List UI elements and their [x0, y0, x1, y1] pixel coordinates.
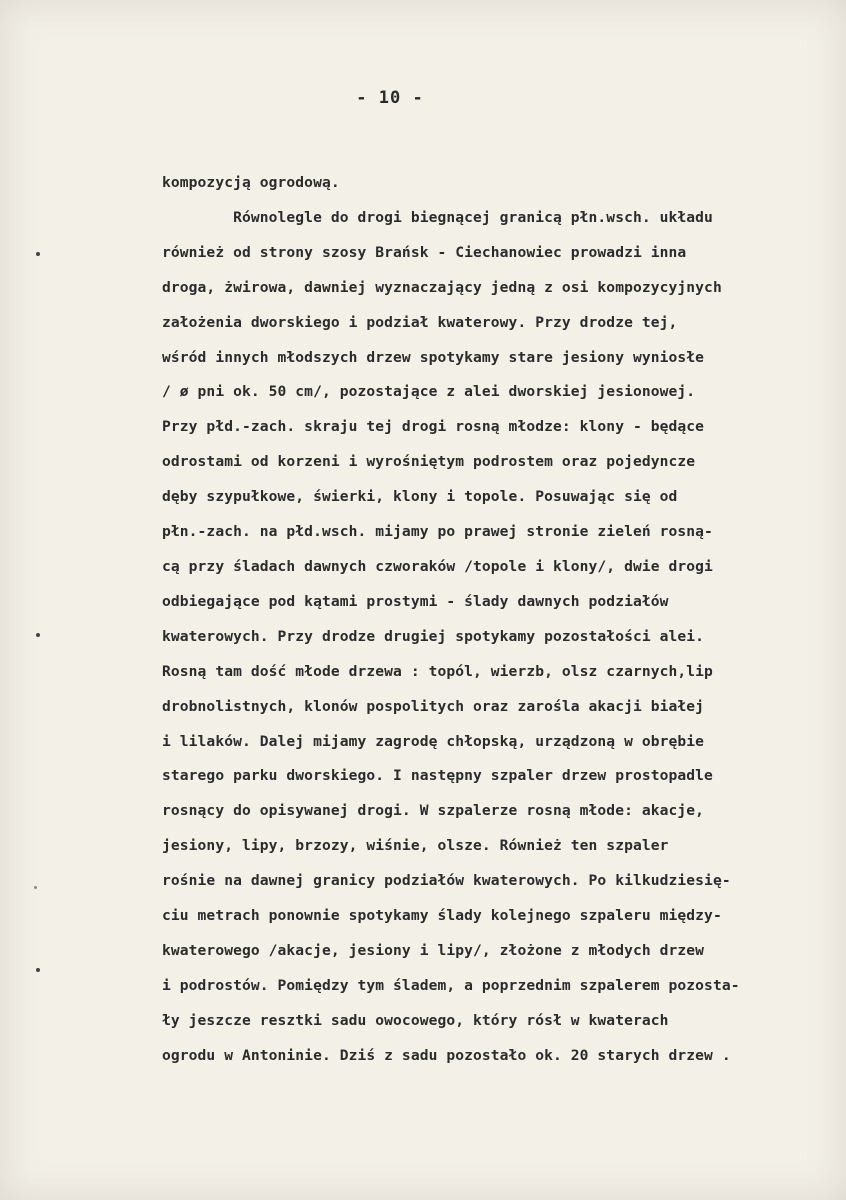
margin-dot-mark: [36, 968, 40, 972]
text-line: jesiony, lipy, brzozy, wiśnie, olsze. Również ten szpaler: [162, 837, 669, 855]
text-line: płn.-zach. na płd.wsch. mijamy po prawej stronie zieleń rosną-: [162, 523, 713, 541]
text-line: rośnie na dawnej granicy podziałów kwaterowych. Po kilkudziesię-: [162, 872, 731, 890]
text-line: Rosną tam dość młode drzewa : topól, wierzb, olsz czarnych,lip: [162, 662, 713, 680]
text-line: kompozycją ogrodową.: [162, 174, 340, 191]
margin-dot-mark: [34, 886, 37, 889]
text-line: odbiegające pod kątami prostymi - ślady dawnych podziałów: [162, 592, 669, 610]
text-line: droga, żwirowa, dawniej wyznaczający jedną z osi kompozycyjnych: [162, 278, 722, 296]
text-line: kwaterowego /akacje, jesiony i lipy/, złożone z młodych drzew: [162, 941, 705, 959]
text-line: i podrostów. Pomiędzy tym śladem, a poprzednim szpalerem pozosta-: [162, 976, 740, 994]
margin-dot-mark: [36, 633, 40, 637]
text-line: ogrodu w Antoninie. Dziś z sadu pozostało ok. 20 starych drzew .: [162, 1046, 731, 1064]
text-line: założenia dworskiego i podział kwaterowy. Przy drodze tej,: [162, 313, 678, 331]
text-line: rosnący do opisywanej drogi. W szpalerze rosną młode: akacje,: [162, 802, 705, 820]
text-line: starego parku dworskiego. I następny szpaler drzew prostopadle: [162, 767, 713, 785]
body-text: [162, 166, 846, 1074]
text-line: / ø pni ok. 50 cm/, pozostające z alei dworskiej jesionowej.: [162, 383, 696, 401]
text-line: odrostami od korzeni i wyrośniętym podrostem oraz pojedyncze: [162, 453, 696, 471]
text-line: ły jeszcze resztki sadu owocowego, który rósł w kwaterach: [162, 1011, 669, 1029]
margin-dot-mark: [36, 252, 40, 256]
text-line: również od strony szosy Brańsk - Ciechanowiec prowadzi inna: [162, 243, 687, 261]
text-line: drobnolistnych, klonów pospolitych oraz zarośla akacji białej: [162, 697, 705, 715]
text-line: kwaterowych. Przy drodze drugiej spotykamy pozostałości alei.: [162, 627, 705, 645]
text-line: dęby szypułkowe, świerki, klony i topole. Posuwając się od: [162, 488, 678, 506]
text-line: cą przy śladach dawnych czworaków /topole i klony/, dwie drogi: [162, 557, 713, 575]
text-line: ciu metrach ponownie spotykamy ślady kolejnego szpaleru między-: [162, 907, 722, 925]
page-number: - 10 -: [356, 88, 424, 108]
text-line: wśród innych młodszych drzew spotykamy stare jesiony wyniosłe: [162, 348, 705, 366]
text-line: i lilaków. Dalej mijamy zagrodę chłopską, urządzoną w obrębie: [162, 732, 705, 750]
text-line: Równolegle do drogi biegnącej granicą płn.wsch. układu: [162, 208, 713, 226]
text-line: Przy płd.-zach. skraju tej drogi rosną młodze: klony - będące: [162, 418, 705, 436]
